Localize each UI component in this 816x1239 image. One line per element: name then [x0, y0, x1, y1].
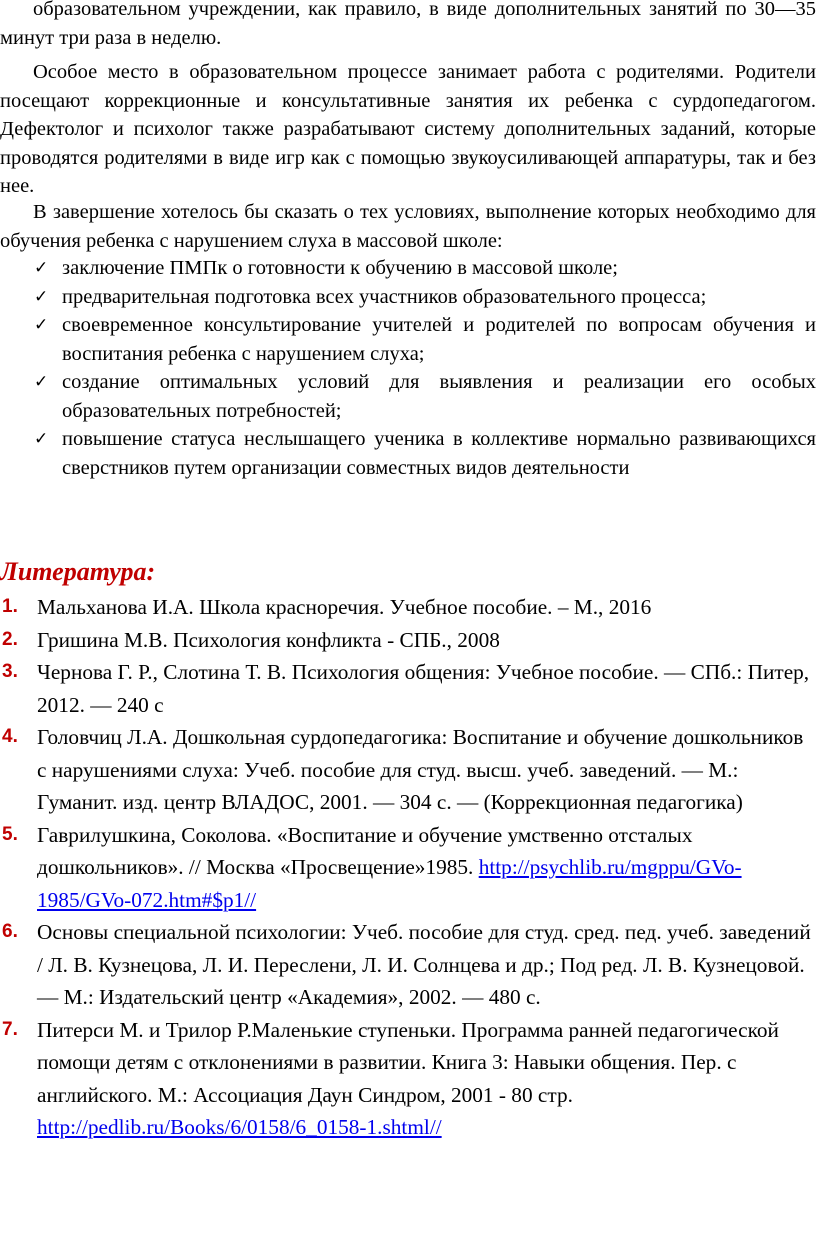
reference-item	[0, 591, 816, 624]
reference-item	[0, 656, 816, 721]
reference-text: Основы специальной психологии: Учеб. пособие для студ. сред. пед. учеб. заведений / Л. В. Кузнецова, Л. И. Переслени, Л. И. Солнцева и др.; Под ред. Л. В. Кузнецовой. — М.: Издательский центр «Академия», 2002. — 480 с.	[37, 920, 811, 1009]
reference-link[interactable]: http://pedlib.ru/Books/6/0158/6_0158-1.shtml//	[37, 1115, 442, 1139]
reference-item	[0, 624, 816, 657]
checklist-item-text: создание оптимальных условий для выявления и реализации его особых образовательных потребностей;	[62, 371, 816, 422]
reference-number: 4.	[2, 726, 18, 747]
checklist-item	[0, 425, 816, 482]
reference-number: 6.	[2, 921, 18, 942]
reference-text: Гришина М.В. Психология конфликта - СПБ., 2008	[37, 627, 500, 652]
reference-number: 7.	[2, 1018, 18, 1040]
checkmark-icon: ✓	[34, 372, 49, 392]
checklist-item-text: повышение статуса неслышащего ученика в коллективе нормально развивающихся сверстников путем организации совместных видов деятельности	[62, 428, 816, 479]
checklist-item-text: заключение ПМПк о готовности к обучению в массовой школе;	[62, 257, 618, 279]
reference-number: 3.	[2, 661, 18, 682]
paragraph-2: Особое место в образовательном процессе занимает работа с родителями. Родители посещают коррекционные и консультативные занятия их ребенка с сурдопедагогом. Дефектолог и психолог также разрабатывают систему дополнительных заданий, которые проводятся родителями в виде игр как с помощью звукоусиливающей аппаратуры, так и без нее.	[0, 61, 816, 197]
reference-item	[0, 819, 816, 917]
reference-item	[0, 1014, 816, 1144]
paragraph-1: образовательном учреждении, как правило, в виде дополнительных занятий по 30—35 минут три раза в неделю.	[0, 0, 816, 49]
reference-text: Питерси М. и Трилор Р.Маленькие ступеньки. Программа ранней педагогической помощи детям с отклонениями в развитии. Книга 3: Навыки общения. Пер. с английского. М.: Ассоциация Даун Синдром, 2001 - 80 стр.	[37, 1017, 779, 1107]
reference-number: 2.	[2, 628, 18, 650]
checklist-item-text: своевременное консультирование учителей и родителей по вопросам обучения и воспитания ребенка с нарушением слуха;	[62, 314, 816, 365]
checkmark-icon: ✓	[34, 315, 49, 335]
literature-list	[0, 591, 816, 1144]
checkmark-icon: ✓	[34, 286, 49, 307]
checklist-item	[0, 368, 816, 425]
reference-text: Чернова Г. Р., Слотина Т. В. Психология общения: Учебное пособие. — СПб.: Питер, 2012. — 240 с	[37, 660, 810, 717]
checklist-item	[0, 311, 816, 368]
reference-item	[0, 916, 816, 1014]
reference-text: Мальханова И.А. Школа красноречия. Учебное пособие. – М., 2016	[37, 595, 652, 619]
paragraph-3: В завершение хотелось бы сказать о тех условиях, выполнение которых необходимо для обучения ребенка с нарушением слуха в массовой школе:	[0, 201, 816, 252]
checkmark-icon: ✓	[34, 429, 49, 449]
checklist-item	[0, 254, 816, 283]
reference-number: 5.	[2, 823, 18, 845]
reference-text: Гаврилушкина, Соколова. «Воспитание и обучение умственно отсталых дошкольников». // Москва «Просвещение»1985.	[37, 822, 693, 879]
reference-text: Головчиц Л.А. Дошкольная сурдопедагогика: Воспитание и обучение дошкольников с нарушениями слуха: Учеб. пособие для студ. высш. учеб. заведений. — М.: Гуманит. изд. центр ВЛАДОС, 2001. — 304 с. — (Коррекционная педагогика)	[37, 725, 804, 814]
conditions-checklist	[0, 254, 816, 482]
reference-item	[0, 721, 816, 819]
checklist-item	[0, 283, 816, 312]
checkmark-icon: ✓	[34, 258, 49, 278]
reference-link[interactable]: http://psychlib.ru/mgppu/GVo-1985/GVo-072.htm#$p1//	[37, 855, 742, 912]
literature-heading: Литература:	[0, 557, 156, 586]
checklist-item-text: предварительная подготовка всех участников образовательного процесса;	[62, 285, 707, 308]
reference-number: 1.	[2, 596, 18, 617]
